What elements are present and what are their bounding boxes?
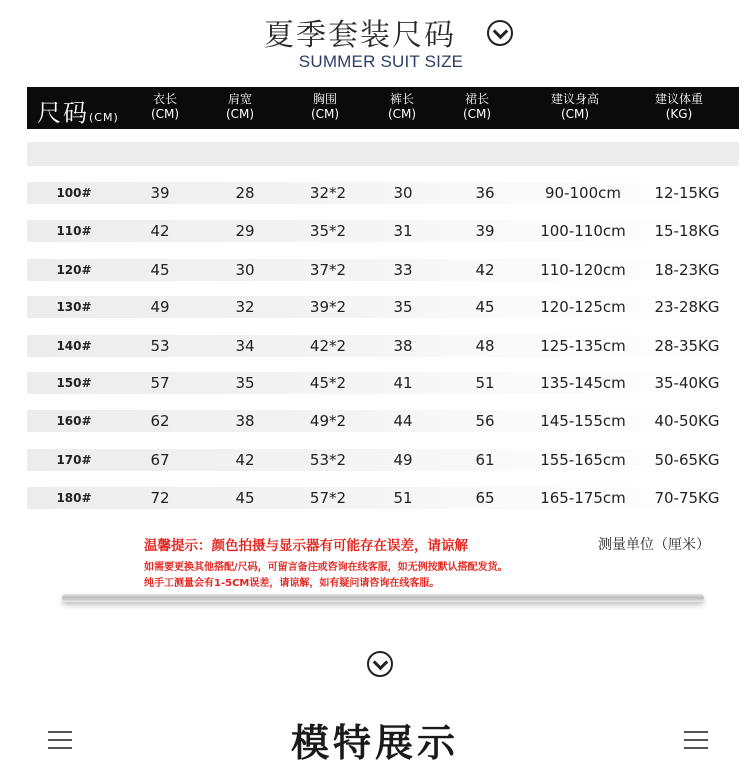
table-cell: 53*2 (309, 451, 347, 469)
table-cell: 72 (150, 489, 170, 507)
table-cell: 40-50KG (654, 412, 720, 430)
table-cell: 28 (235, 184, 255, 202)
table-cell: 48 (475, 337, 495, 355)
table-cell: 33 (393, 261, 413, 279)
header-col-name: 建议身高 (550, 92, 599, 106)
table-cell: 49*2 (309, 412, 347, 430)
header-col-shoulder (200, 92, 280, 122)
table-cell: 23-28KG (654, 298, 720, 316)
table-cell: 39 (475, 222, 495, 240)
table-cell: 57 (150, 374, 170, 392)
table-row (27, 182, 739, 204)
table-cell: 42 (235, 451, 255, 469)
header-col-length (125, 92, 205, 122)
table-cell: 49 (150, 298, 170, 316)
table-cell: 31 (393, 222, 413, 240)
table-cell: 29 (235, 222, 255, 240)
table-cell: 120-125cm (540, 298, 626, 316)
hamburger-icon[interactable] (684, 731, 708, 749)
table-row (27, 487, 739, 509)
chevron-down-circle-icon[interactable] (487, 20, 513, 46)
table-cell: 36 (475, 184, 495, 202)
header-size-label: 尺码 (37, 99, 89, 127)
header-size (37, 93, 119, 128)
header-col-height (535, 92, 615, 122)
size-label: 130# (56, 300, 92, 314)
header-col-unit: (CM) (150, 107, 180, 121)
table-cell: 18-23KG (654, 261, 720, 279)
page-title: 夏季套装尺码 (264, 18, 456, 53)
table-row (27, 220, 739, 242)
table-cell: 32 (235, 298, 255, 316)
header-col-skirt (437, 92, 517, 122)
header-col-name: 胸围 (312, 92, 337, 106)
table-cell: 38 (235, 412, 255, 430)
table-cell: 57*2 (309, 489, 347, 507)
size-label: 100# (56, 186, 92, 200)
table-cell: 42 (475, 261, 495, 279)
table-cell: 42*2 (309, 337, 347, 355)
table-cell: 37*2 (309, 261, 347, 279)
header-col-unit: (CM) (462, 107, 492, 121)
table-cell: 61 (475, 451, 495, 469)
table-cell: 155-165cm (540, 451, 626, 469)
size-label: 140# (56, 339, 92, 353)
table-cell: 30 (393, 184, 413, 202)
table-row (27, 259, 739, 281)
measurement-note: 纯手工测量会有1-5CM误差，请谅解，如有疑问请咨询在线客服。 (144, 578, 440, 589)
exchange-note: 如需要更换其他搭配/尺码，可留言备注或咨询在线客服，如无例按默认搭配发货。 (144, 562, 508, 573)
table-cell: 45 (475, 298, 495, 316)
table-cell: 145-155cm (540, 412, 626, 430)
header-col-unit: (CM) (387, 107, 417, 121)
header-col-weight (639, 92, 719, 122)
size-label: 120# (56, 263, 92, 277)
header-col-name: 衣长 (152, 92, 177, 106)
table-cell: 100-110cm (540, 222, 626, 240)
header-col-unit: (KG) (665, 107, 693, 121)
table-cell: 12-15KG (654, 184, 720, 202)
table-cell: 39 (150, 184, 170, 202)
header-col-name: 肩宽 (227, 92, 252, 106)
size-label: 160# (56, 414, 92, 428)
table-cell: 30 (235, 261, 255, 279)
table-cell: 28-35KG (654, 337, 720, 355)
header-col-chest (285, 92, 365, 122)
size-label: 170# (56, 453, 92, 467)
table-cell: 125-135cm (540, 337, 626, 355)
table-cell: 53 (150, 337, 170, 355)
table-cell: 45 (150, 261, 170, 279)
header-col-unit: (CM) (225, 107, 255, 121)
table-cell: 65 (475, 489, 495, 507)
table-cell: 42 (150, 222, 170, 240)
table-cell: 35-40KG (654, 374, 720, 392)
size-label: 150# (56, 376, 92, 390)
table-cell: 35*2 (309, 222, 347, 240)
table-cell: 38 (393, 337, 413, 355)
header-col-pants (362, 92, 442, 122)
table-cell: 35 (393, 298, 413, 316)
table-cell: 15-18KG (654, 222, 720, 240)
table-cell: 49 (393, 451, 413, 469)
table-cell: 110-120cm (540, 261, 626, 279)
shadow-divider (62, 594, 704, 602)
unit-note: 测量单位（厘米） (598, 537, 710, 553)
table-cell: 51 (393, 489, 413, 507)
table-cell: 70-75KG (654, 489, 720, 507)
table-cell: 62 (150, 412, 170, 430)
header-col-unit: (CM) (560, 107, 590, 121)
table-cell: 39*2 (309, 298, 347, 316)
header-size-unit: (CM) (89, 111, 119, 124)
table-cell: 44 (393, 412, 413, 430)
size-label: 110# (56, 224, 92, 238)
size-table-header (27, 87, 739, 129)
table-row (27, 335, 739, 357)
chevron-down-circle-icon[interactable] (367, 651, 393, 677)
table-row (27, 372, 739, 394)
color-warning: 温馨提示：颜色拍摄与显示器有可能存在误差，请谅解 (144, 538, 468, 554)
table-cell: 135-145cm (540, 374, 626, 392)
header-col-unit: (CM) (310, 107, 340, 121)
table-spacer-band (27, 142, 739, 166)
table-cell: 165-175cm (540, 489, 626, 507)
table-cell: 32*2 (309, 184, 347, 202)
table-cell: 41 (393, 374, 413, 392)
table-cell: 50-65KG (654, 451, 720, 469)
section-title: 模特展示 (290, 721, 459, 765)
table-cell: 56 (475, 412, 495, 430)
table-row (27, 410, 739, 432)
table-row (27, 449, 739, 471)
header-col-name: 建议体重 (654, 92, 703, 106)
table-cell: 34 (235, 337, 255, 355)
table-cell: 45 (235, 489, 255, 507)
table-cell: 51 (475, 374, 495, 392)
table-cell: 67 (150, 451, 170, 469)
page-subtitle: SUMMER SUIT SIZE (298, 52, 464, 71)
table-row (27, 296, 739, 318)
table-cell: 90-100cm (545, 184, 621, 202)
header-col-name: 裤长 (389, 92, 414, 106)
size-label: 180# (56, 491, 92, 505)
table-cell: 35 (235, 374, 255, 392)
table-cell: 45*2 (309, 374, 347, 392)
header-col-name: 裙长 (464, 92, 489, 106)
